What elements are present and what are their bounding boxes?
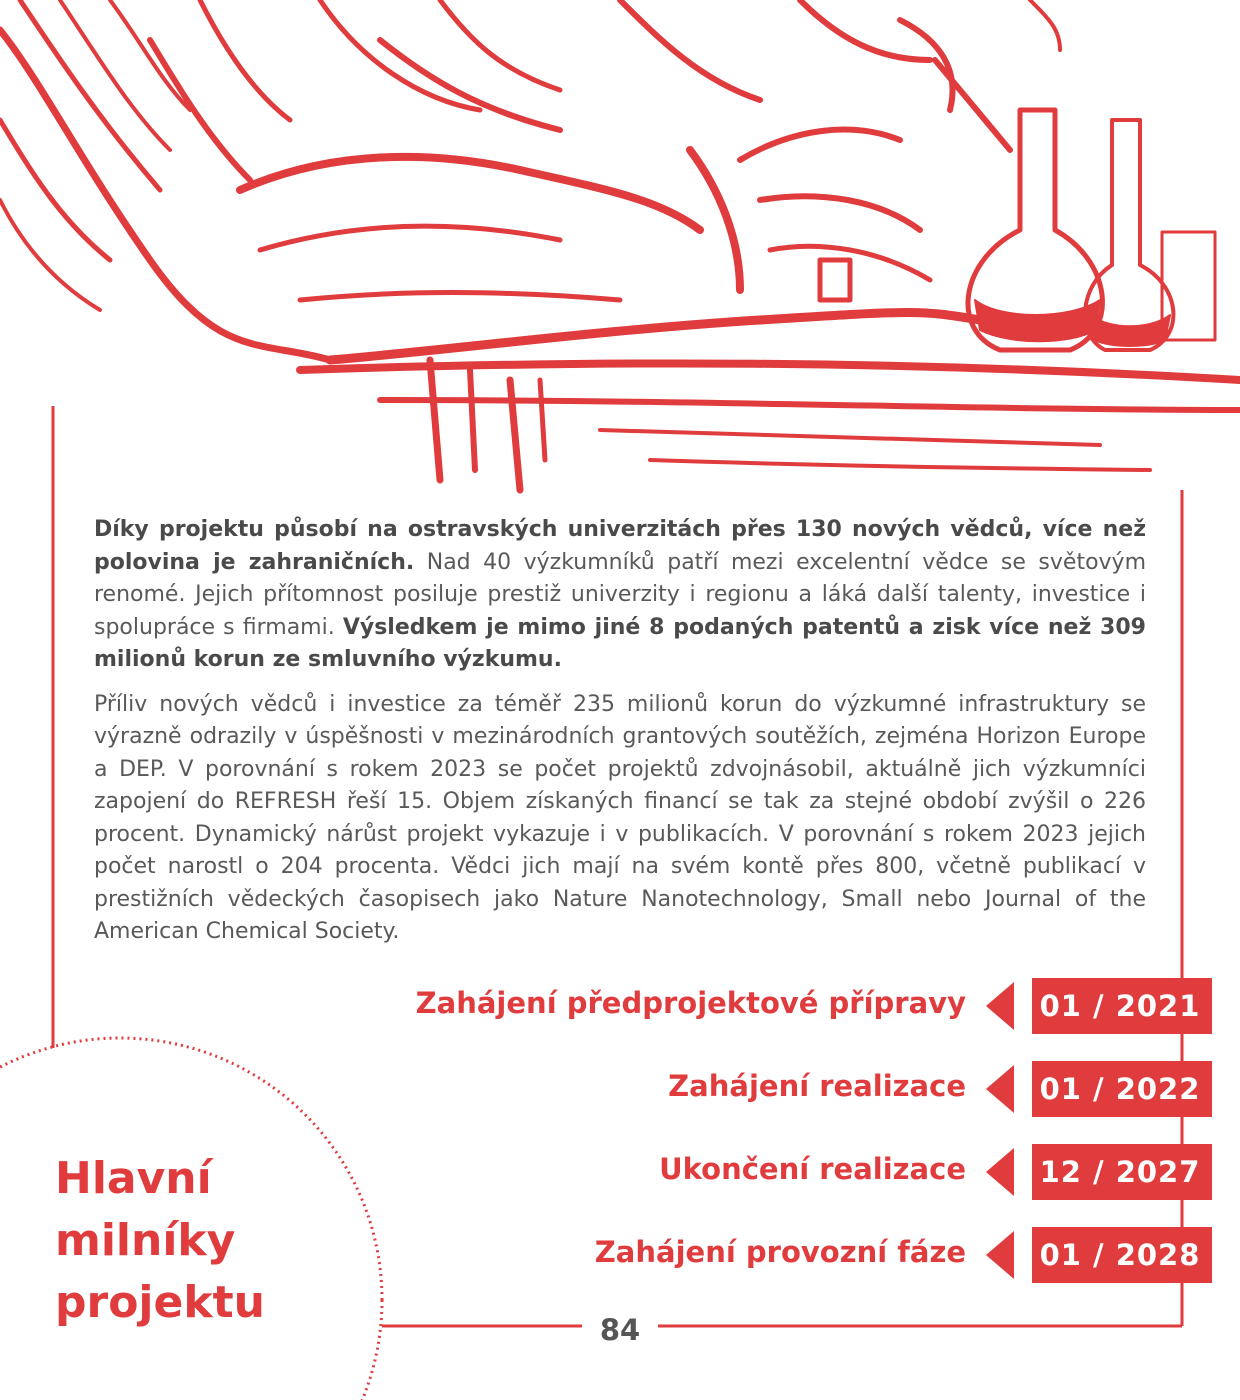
milestone-row	[380, 978, 1212, 1034]
milestone-row	[380, 1144, 1212, 1200]
milestone-date: 01 / 2028	[1039, 1238, 1201, 1272]
paragraph-1-text: Nad 40 výzkumníků patří mezi excelentní vědce se světovým renomé. Jejich přítomnost posiluje prestiž univerzity i regionu a láká další talenty, investice i spolupráce s firmami.	[94, 549, 1147, 640]
milestone-date: 01 / 2021	[1039, 989, 1201, 1023]
section-title	[55, 1148, 265, 1334]
milestone-date-badge	[986, 1061, 1212, 1117]
section-title-line: milníky	[55, 1215, 236, 1266]
paragraph-1	[94, 514, 1146, 677]
paragraph-1-bold-result: Výsledkem je mimo jiné 8 podaných patentů a zisk více než 309 milionů korun ze smluvního výzkumu.	[94, 614, 1146, 672]
milestone-date: 12 / 2027	[1039, 1155, 1201, 1189]
milestone-row	[380, 1061, 1212, 1117]
milestone-date: 01 / 2022	[1039, 1072, 1201, 1106]
milestone-date-badge	[986, 1227, 1212, 1283]
milestone-row	[380, 1227, 1212, 1283]
milestone-date-badge	[986, 978, 1212, 1034]
paragraph-2: Příliv nových vědců i investice za téměř 235 milionů korun do výzkumné infrastruktury se výrazně odrazily v úspěšnosti v mezinárodních grantových soutěžích, zejména Horizon Europe a DEP. V porovnání s rokem 2023 se počet projektů zdvojnásobil, aktuálně jich výzkumníci zapojení do REFRESH řeší 15. Objem získaných financí se tak za stejné období zvýšil o 226 procent. Dynamický nárůst projekt vykazuje i v publikacích. V porovnání s rokem 2023 jejich počet narostl o 204 procenta. Vědci jich mají na svém kontě přes 800, včetně publikací v prestižních vědeckých časopisech jako Nature Nanotechnology, Small nebo Journal of the American Chemical Society.	[94, 691, 1146, 944]
milestone-label: Zahájení předprojektové přípravy	[415, 986, 966, 1020]
section-title-line: Hlavní	[55, 1153, 212, 1204]
section-title-line: projektu	[55, 1277, 265, 1328]
page-number: 84	[599, 1313, 641, 1347]
milestone-label: Zahájení realizace	[668, 1069, 966, 1103]
body-text	[94, 514, 1146, 961]
milestone-label: Ukončení realizace	[659, 1152, 966, 1186]
paragraph-1-bold-lead: Díky projektu působí na ostravských univerzitách přes 130 nových vědců, více než polovina je zahraničních.	[94, 517, 1146, 575]
milestone-label: Zahájení provozní fáze	[594, 1235, 966, 1269]
milestone-date-badge	[986, 1144, 1212, 1200]
